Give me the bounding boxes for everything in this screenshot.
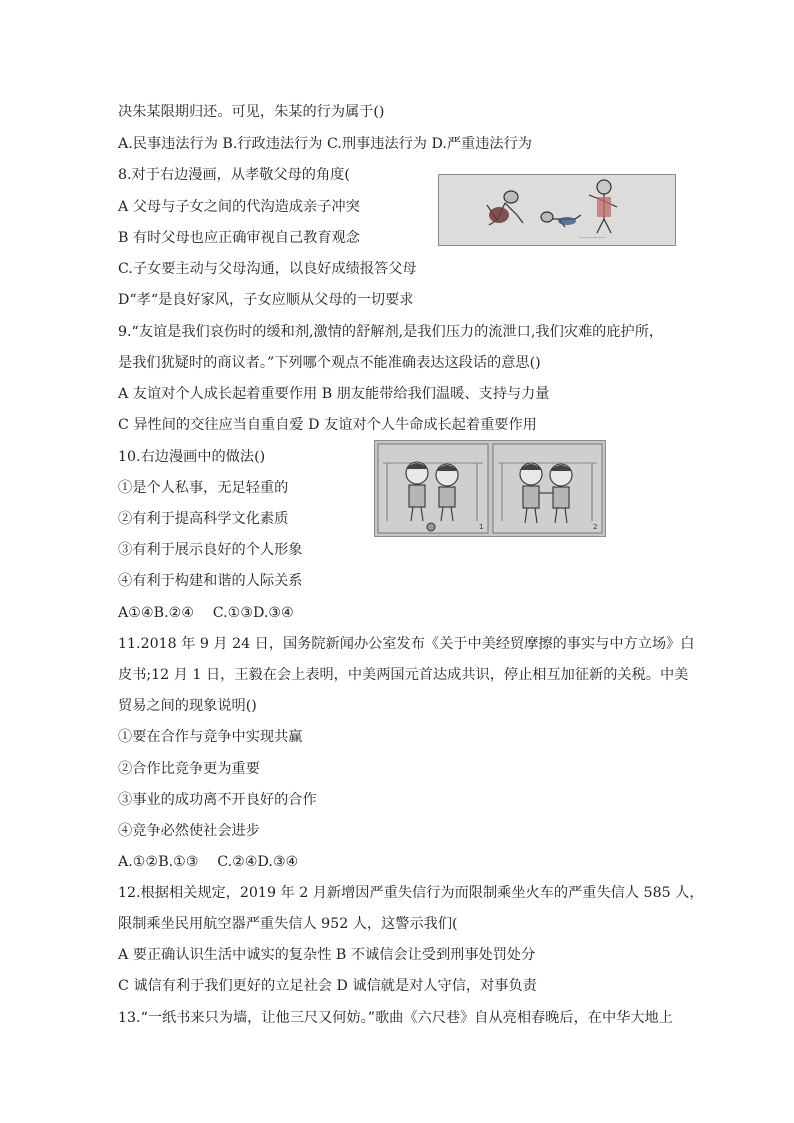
text-line: D“孝“是良好家风，子女应顺从父母的一切要求 (118, 292, 414, 308)
text-line: ①要在合作与竞争中实现共赢 (118, 729, 303, 745)
text-line: C.子女要主动与父母沟通，以良好成绩报答父母 (118, 261, 417, 277)
text-line: 13.“一纸书来只为墙，让他三尺又何妨。”歌曲《六尺巷》自从亮相春晚后，在中华大地上 (118, 1010, 673, 1026)
text-line: ④有利于构建和谐的人际关系 (118, 573, 303, 589)
text-line: 9.“友谊是我们哀伤时的缓和剂,激情的舒解剂,是我们压力的流泄口,我们灾难的庇护所， (118, 324, 664, 340)
text-line: A①④B.②④ C.①③D.③④ (118, 605, 294, 621)
text-line: 限制乘坐民用航空器严重失信人 952 人，这警示我们( (118, 916, 458, 932)
text-line: 是我们犹疑时的商议者。”下列哪个观点不能准确表达这段话的意思() (118, 355, 541, 371)
text-line: A.①②B.①③ C.②④D.③④ (118, 854, 299, 870)
panel-number-1: 1 (479, 523, 484, 531)
text-line: ④竞争必然使社会进步 (118, 823, 260, 839)
svg-text:——·——·——: ——·——·—— (579, 235, 606, 240)
text-line: C 异性间的交往应当自重自爱 D 友谊对个人牛命成长起着重要作用 (118, 417, 537, 433)
text-line: 11.2018 年 9 月 24 日，国务院新闻办公室发布《关于中美经贸摩擦的事实与中方立场》白 (118, 636, 695, 652)
text-line: 12.根据相关规定，2019 年 2 月新增因严重失信行为而限制乘坐火车的严重失信人 585 人， (118, 885, 704, 901)
text-line: ②合作比竞争更为重要 (118, 761, 260, 777)
text-line: ①是个人私事，无足轻重的 (118, 480, 289, 496)
cartoon-parent-child (438, 174, 676, 246)
text-line: ③有利于展示良好的个人形象 (118, 542, 303, 558)
cartoon-two-panels (374, 440, 606, 537)
text-line: A 友谊对个人成长起着重要作用 B 朋友能带给我们温暖、支持与力量 (118, 386, 550, 402)
text-line: A 要正确认识生活中诚实的复杂性 B 不诚信会让受到刑事处罚处分 (118, 947, 536, 963)
text-line: 决朱某限期归还。可见，朱某的行为属于() (118, 104, 385, 120)
text-line: C 诚信有利于我们更好的立足社会 D 诚信就是对人守信，对事负责 (118, 978, 537, 994)
text-line: ③事业的成功离不开良好的合作 (118, 792, 317, 808)
text-line: 皮书;12 月 1 日，王毅在会上表明，中美两国元首达成共识，停止相互加征新的关税。中美 (118, 667, 689, 683)
text-line: A 父母与子女之间的代沟造成亲子冲突 (118, 199, 360, 215)
text-line: ②有利于提高科学文化素质 (118, 511, 289, 527)
text-line: 贸易之间的现象说明() (118, 698, 257, 714)
text-line: B 有时父母也应正确审视自己教育观念 (118, 230, 360, 246)
text-line: 10.右边漫画中的做法() (118, 449, 266, 465)
panel-number-2: 2 (593, 523, 598, 531)
text-line: A.民事违法行为 B.行政违法行为 C.刑事违法行为 D.严重违法行为 (118, 136, 532, 152)
text-line: 8.对于右边漫画，从孝敬父母的角度( (118, 167, 350, 183)
